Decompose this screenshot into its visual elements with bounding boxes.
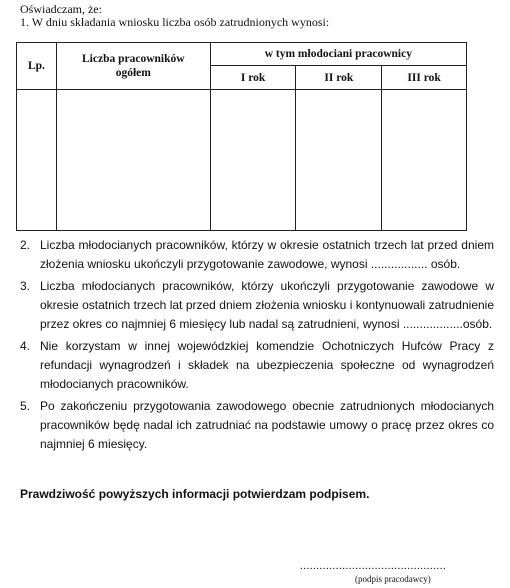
signature-line[interactable]: ............................................. [300,560,447,572]
header-lp: Lp. [17,43,57,90]
confirmation-statement: Prawdziwość powyższych informacji potwierdzam podpisem. [20,487,370,501]
header-year-2: II rok [296,66,382,90]
declaration-list [20,236,494,457]
cell-year-3[interactable] [382,90,467,231]
item-1-text: 1. W dniu składania wniosku liczba osób zatrudnionych wynosi: [20,15,330,29]
signature-label: (podpis pracodawcy) [355,574,431,584]
employees-table [16,42,467,231]
intro-text: Oświadczam, że: [20,2,102,16]
item-number: 4. [20,339,31,353]
cell-total-employees[interactable] [56,90,210,231]
item-text: Nie korzystam w innej wojewódzkiej komendzie Ochotniczych Hufców Pracy z refundacji wynagrodzeń i składek na ubezpieczenia społeczne od wynagrodzeń młodocianych pracowników. [40,339,494,391]
header-year-1: I rok [210,66,296,90]
header-total-employees: Liczba pracowników ogółem [56,43,210,90]
item-number: 2. [20,238,31,252]
cell-year-2[interactable] [296,90,382,231]
item-text: Liczba młodocianych pracowników, którzy ukończyli przygotowanie zawodowe w okresie ostatnich trzech lat przed dniem złożenia wniosku i kontynuowali zatrudnienie przez okres co najmniej 6 miesięcy lub nadal są zatrudnieni, wynosi ..................osób. [40,279,494,331]
declaration-item-3 [20,277,494,334]
cell-lp[interactable] [17,90,57,231]
declaration-item-4 [20,337,494,394]
cell-year-1[interactable] [210,90,296,231]
item-number: 5. [20,399,31,413]
item-text: Liczba młodocianych pracowników, którzy w okresie ostatnich trzech lat przed dniem złożenia wniosku ukończyli przygotowanie zawodowe, wynosi ................. osób. [40,238,494,271]
header-year-3: III rok [382,66,467,90]
declaration-item-2 [20,236,494,274]
item-text: Po zakończeniu przygotowania zawodowego obecnie zatrudnionych młodocianych pracowników będę nadal ich zatrudniać na podstawie umowy o pracę przez okres co najmniej 6 miesięcy. [40,399,494,451]
declaration-item-5 [20,397,494,454]
item-number: 3. [20,279,31,293]
header-juvenile-group: w tym młodociani pracownicy [210,43,466,66]
